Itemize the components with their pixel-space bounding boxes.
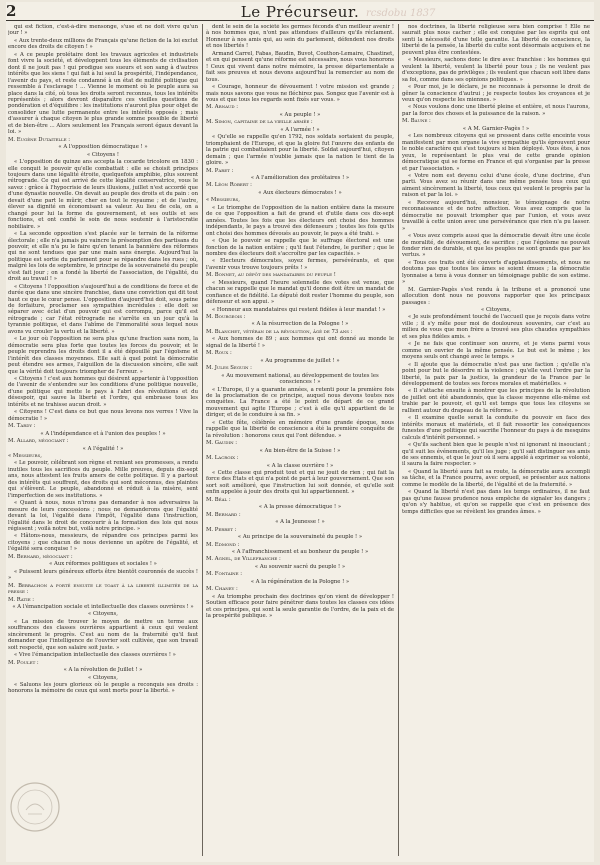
- speaker-line: M. Bonnet, au dépôt des mandataires du peuple !: [206, 272, 336, 279]
- paragraph: « Il examine quelle serait la conduite du pouvoir en face des intérêts moraux et matériels, et il fait ressortir les conséquences funestes d'une politique qui sacrifie l'honneur du pays à de mesquins calculs d'intérêt personnel. »: [402, 415, 590, 441]
- toast-line: « A la résurrection de la Pologne ! »: [251, 321, 349, 328]
- paragraph: « Qu'ils sachent bien que le peuple n'est ni ignorant ni insouciant ; qu'il suit les événements, qu'il les juge ; qu'il sait distinguer ses amis de ses ennemis, et que le jour où il sera appelé à exprimer sa volonté, il saura la faire respecter. »: [402, 442, 590, 468]
- toast-line: « Au bien-être de la Suisse ! »: [259, 447, 341, 454]
- toast-line: « A l'armée ! »: [280, 126, 320, 133]
- toast-line: « A M. Garnier-Pagès ! »: [462, 125, 530, 132]
- paragraph: Armand Carrel, Fabas, Baudin, Buvot, Couthon-Lemaire, Chastinet, et en qui pensent qu'une réforme est nécessaire, nous vous honorons ! Ceux qui vivent dans notre mémoire, la presse départementale a fait ses preuves et nous devons aujourd'hui la remercier au nom de tous.: [206, 50, 394, 83]
- paragraph: « La seconde opposition s'est placée sur le terrain de la réforme électorale ; elle n'a jamais pu vaincre la présomption des partisans du pouvoir, et elle n'a pu le faire qu'en tenant la bannière des réformes qui ne sont tendues que par une main sans énergie. Aujourd'hui la politique est sortie du parlement pour se répandre dans les rues ; où, malgré les lois de septembre, le principe de la souveraineté du peuple s'est fait jour ; on a fondé la liberté de l'association, de l'égalité, du droit au travail ! »: [8, 231, 198, 283]
- paragraph: « Je ne fais que continuer son œuvre, et je viens parmi vous comme un ouvrier de la même pensée. Le but est le même ; les moyens seuls ont changé avec le temps. »: [402, 341, 590, 361]
- paragraph: « Vive l'émancipation intellectuelle des classes ouvrières ! »: [14, 652, 176, 659]
- paragraph: « L'opposition de quinze ans accepta la cocarde tricolore en 1830 : elle conquit le pouvoir qu'elle combattait : elle se choisit principes toujours dans une légalité étroite, quelquefois amphibie, plus souvent rétrograde. Ce qui est arrivé de cette légalité conservatrice, vous le savez : grâce à l'hypocrisie de leurs illusions, juillet n'est accordé que d'une dynastie nouvelle. On devait au peuple des droits et du pain : on devait d'une part le mûrir, cher en tout le royaume ; et de l'autre, élever sa dignité en économisant sa valeur. Au lieu de cela, on a changé pour lui la forme du gouvernement, et ses outils et ses fonctions, et ont confié le soin de nous soutenir à l'aristocratie nobiliaire. »: [8, 159, 198, 230]
- column-2: [206, 24, 394, 856]
- paragraph: « Qu'elle se rappelle qu'en 1792, nos soldats sortaient du peuple, triomphaient de l'Europe, et que la gloire fut l'œuvre des enfants de la patrie qui combattaient pour la liberté. Soldat aujourd'hui, citoyen demain ; que l'armée n'oublie jamais que la nation le tient de la gloire. »: [206, 134, 394, 167]
- speaker-line: M. Bourgeois :: [206, 314, 246, 321]
- speaker-line: M. Allard, négociant :: [8, 438, 69, 445]
- column-1: [8, 24, 198, 856]
- speaker-line: M. Lacroix :: [206, 455, 239, 462]
- speaker-line: M. Arnaud :: [206, 104, 239, 111]
- paragraph: « Vous avez compris aussi que la démocratie devait être une école de moralité, de dévouement, de sacrifice ; que l'égoïsme ne pouvait fonder rien de durable, et que les peuples ne sont grands que par les vertus. »: [402, 233, 590, 259]
- speaker-line: M. Bernard, négociant :: [8, 553, 73, 560]
- paragraph: dent le sein de la société les germes féconds d'un meilleur avenir ! à nos hommes que, n'ont pas attendues d'ailleurs qu'ils réclament. Honneur à nos amis qui, au sein du parlement, défendent nos droits et nos libertés !: [206, 24, 394, 50]
- paragraph: « Le jour où l'opposition ne sera plus qu'une fraction sans nom, la démocratie sera plus forte que toutes les forces du pouvoir, et le peuple reprendra les droits dont il a été dépouillé par l'égoïsme et l'intérêt des classes moyennes. Elle sait à quel point la démocratie peut étendre ses armes, l'aiguillon de la discussion sincère, elle sait que la vérité doit toujours triompher de l'erreur. »: [8, 336, 198, 375]
- toast-line: « A la Jeunesse ! »: [275, 519, 325, 526]
- speaker-line: M. Eugène Dutaitelle :: [8, 136, 71, 143]
- paragraph: « Quand la liberté aura fait sa route, la démocratie aura accompli sa tâche, et la France pourra, avec orgueil, se présenter aux nations comme le modèle de la liberté, de l'égalité et de la fraternité. »: [402, 468, 590, 488]
- library-seal-icon: [8, 780, 62, 834]
- toast-line: « A l'opposition démocratique ! »: [58, 144, 148, 151]
- paragraph: « Citoyens ! l'opposition s'aujourd'hui a de conditions de force et de durée que dans une sincère franchise, dans une conviction qui dit tout haut ce que le cœur pense. L'opposition d'aujourd'hui doit, sous peine de forfaiture, proclamer ses sympathies incrédules : elle doit se séparer avec éclat d'un pouvoir qui est corrompu, parce qu'il est rétrograde ; car l'état rétrograde ne s'arrête en un jour qu'à la tyrannie politique, et dans l'abîme de l'immoralité sous lequel nous avons vu crouler la vertu et la liberté. »: [8, 283, 198, 335]
- paragraph: « Citoyens ! C'est dans ce but que nous levons nos verres ! Vive la démocratie ! »: [8, 409, 198, 422]
- toast-line: « Au principe de la souveraineté du peuple ! »: [237, 534, 363, 541]
- toast-line: « A l'indépendance et à l'union des peuples ! »: [40, 430, 166, 437]
- paragraph: « Honneur aux mandataires qui restent fidèles à leur mandat ! »: [212, 306, 386, 313]
- paragraph: « Messieurs, sachons donc le dire avec franchise : les hommes qui veulent la liberté, veulent la liberté pour tous ; ils ne veulent pas d'exceptions, pas de privilèges ; ils veulent que chacun soit libre dans sa foi, comme dans ses opinions politiques. »: [402, 57, 590, 83]
- paragraph: « A ce peuple prolétaire dont les travaux agricoles et industriels font vivre la société, et développent tous les éléments de civilisation dont il ne jouit pas ! qui prodigue ses sueurs et son sang à d'autres intérêts que les siens ! qui fait à lui seul la prospérité, l'indépendance, l'avenir du pays, et reste condamné à un état de nullité politique qui ressemble à l'esclavage ! ... Vienne le moment où le peuple aura sa place dans la cité, où tous les droits seront reconnus, tous les intérêts représentés ; alors devront disparaître ces vieilles questions de pondération et d'équilibre : les institutions n'auront plus pour objet de consolider une lutte permanente entre les intérêts opposés ; mais d'assurer à chaque citoyen le plus grande somme possible de liberté et de bien-être ... Alors seulement les Français seront égaux devant la loi. »: [8, 51, 198, 136]
- speaker-line: M. Perret :: [206, 526, 237, 533]
- paragraph: « Electeurs démocrates, soyez fermes, persévérants, et que l'avenir vous trouve toujours prêts ! »: [206, 258, 394, 271]
- page-number: 2: [6, 2, 17, 20]
- paragraph: « Aux hommes de 89 ; aux hommes qui ont donné au monde le signal de la liberté ! »: [206, 336, 394, 349]
- paragraph: « Nous voulons donc une liberté pleine et entière, et nous l'aurons, par la force des choses et la puissance de la raison. »: [402, 104, 590, 117]
- speaker-line: M. Poulet :: [8, 659, 39, 666]
- paragraph: « Cette fête, célébrée en mémoire d'une grande époque, nous rappelle que la liberté de conscience a été la première conquête de la révolution : honorons ceux qui l'ont défendue. »: [206, 419, 394, 439]
- paragraph: « Saluons les jours glorieux où le peuple a reconquis ses droits : honorons la mémoire de ceux qui sont morts pour la liberté. »: [8, 681, 198, 695]
- newspaper-title: Le Précurseur.: [240, 3, 360, 21]
- toast-line: « A la classe ouvrière ! »: [266, 462, 334, 469]
- toast-line: « A l'égalité ! »: [82, 445, 124, 452]
- article-columns: [6, 24, 594, 856]
- paragraph: « Recevez aujourd'hui, monsieur, le témoignage de notre reconnaissance et de notre affection. Vous avez compris que la démocratie ne pouvait triompher que par l'union, et vous avez travaillé à cette union avec une persévérance que rien n'a pu lasser. »: [402, 199, 590, 232]
- paragraph: « Citoyens ! c'est aux hommes qui désirent appartenir à l'opposition de l'avenir de s'entendre sur les conditions d'une politique nouvelle, d'une politique qui mette le pays à l'abri des révolutions et du désespoir, qui sauve la liberté et l'ordre, qui embrasse tous les intérêts et ne trahisse aucun droit. »: [8, 376, 198, 408]
- masthead: [6, 2, 594, 21]
- speaker-line: M. Berrachon a porté ensuite le toast à la liberté illimitée de la presse :: [8, 582, 198, 596]
- paragraph: « Le triomphe de l'opposition de la nation entière dans la mesure de ce que l'opposition a fait de grand et d'utile dans ces dix-sept années. Toutes les fois que les électeurs ont choisi des hommes indépendants, le pays a trouvé des défenseurs ; toutes les fois qu'ils ont choisi des hommes dévoués au pouvoir, le pays a été trahi. »: [206, 204, 394, 237]
- speaker-line: « Messieurs,: [8, 453, 42, 459]
- column-3: [402, 24, 590, 856]
- speaker-line: M. Fontaine :: [206, 571, 243, 578]
- toast-line: « Citoyens,: [88, 611, 118, 618]
- paragraph: « Les nombreux citoyens qui se pressent dans cette enceinte vous manifestent par mon organe la vive sympathie qu'ils éprouvent pour le noble caractère qui s'est toujours si bien déployé. Vous êtes, à nos yeux, le représentant le plus vrai de cette grande opinion démocratique qui se forme en France et qui s'organise par la presse et par l'association. »: [402, 133, 590, 172]
- paragraph: « Pour moi, je le déclare, je ne reconnais à personne le droit de gêner la conscience d'autrui ; je respecte toutes les croyances et je veux qu'on respecte les miennes. »: [402, 84, 590, 103]
- toast-line: « Au mouvement national, au développement de toutes les consciences ! »: [221, 372, 379, 386]
- toast-line: « Citoyens !: [86, 151, 120, 158]
- paragraph: « Courage, honneur de dévouement ! votre mission est grande ; mais nous savons que vous ne fléchirez pas. Songez que l'avenir est à vous et que tous les regards sont fixés sur vous. »: [206, 84, 394, 103]
- paragraph: qui est fiction, c'est-à-dire mensonge, s'use et ne doit vivre qu'un jour ! »: [8, 24, 198, 37]
- paragraph: « Il ajoute que la démocratie n'est pas une faction ; qu'elle n'a point pour but le désordre ni la violence ; qu'elle veut l'ordre par la liberté, la paix par la justice, la grandeur de la France par le développement de toutes ses forces morales et matérielles. »: [402, 361, 590, 388]
- paragraph: « Messieurs, quand l'heure solennelle des votes est venue, que chacun se rappelle que le mandat qu'il donne doit être un mandat de confiance et de fidélité. Le député doit rester l'homme du peuple, son défenseur et son appui. »: [206, 279, 394, 306]
- speaker-line: M. Béal :: [206, 496, 231, 503]
- paragraph: « Aux trente-deux millions de Français qu'une fiction de la loi exclut encore des droits de citoyen ! »: [8, 37, 198, 51]
- toast-line: « A la presse démocratique ! »: [258, 504, 342, 511]
- paragraph: « L'Europe, il y a quarante années, a retenti pour la première fois de la proclamation de ce principe, auquel nous devons toutes nos conquêtes. La France a été le point de départ de ce grand mouvement qui agite l'Europe ; c'est à elle qu'il appartient de le diriger, et de le conduire à sa fin. »: [206, 386, 394, 419]
- paragraph: « Il s'attache ensuite à montrer que les principes de la révolution de juillet ont été abandonnés, que la classe moyenne elle-même est trahie par le pouvoir, et qu'il est temps que tous les citoyens se rallient autour du drapeau de la réforme. »: [402, 388, 590, 414]
- paragraph: « La mission de trouver le moyen de mettre un terme aux souffrances des classes ouvrières appartient à ceux qui veulent sincèrement le progrès. C'est au nom de la fraternité qu'il faut demander que l'intelligence de l'ouvrier soit cultivée, que son travail soit respecté, que son salaire soit juste. »: [8, 618, 198, 651]
- paragraph: « Je suis profondément touché de l'accueil que je reçois dans votre ville ; il s'y mêle pour moi de douloureux souvenirs, car c'est au milieu de vous que mon frère a trouvé ses plus chaudes sympathies et ses plus fidèles amis. »: [402, 314, 590, 340]
- toast-line: « A la révolution de Juillet ! »: [63, 667, 143, 674]
- newspaper-page: [6, 2, 594, 862]
- speaker-line: « Messieurs,: [206, 197, 240, 204]
- speaker-line: M. Paret :: [206, 167, 234, 174]
- toast-line: « Au programme de juillet ! »: [260, 357, 340, 364]
- toast-line: « Aux électeurs démocrates ! »: [258, 189, 342, 196]
- speaker-line: M. Baune :: [402, 118, 431, 125]
- speaker-line: M. Chaney :: [206, 586, 238, 593]
- toast-line: « Au souvenir sacré du peuple ! »: [254, 563, 346, 570]
- speaker-line: M. Léon Robert :: [206, 182, 252, 189]
- column-rule: [398, 24, 399, 856]
- toast-line: « A la régénération de la Pologne ! »: [250, 578, 350, 585]
- paragraph: « Votre nom est devenu celui d'une école, d'une doctrine, d'un parti. Vous avez su réunir dans une même pensée tous ceux qui aiment sincèrement la liberté, tous ceux qui veulent le progrès par la raison et par la loi. »: [402, 172, 590, 199]
- paragraph: « Que le pouvoir se rappelle que le suffrage électoral est une fonction de la nation entière ; qu'il faut l'étendre, le purifier ; que le nombre des électeurs doit s'accroître par les capacités. »: [206, 238, 394, 257]
- speaker-line: M. Gaudin :: [206, 440, 238, 447]
- toast-line: « Au peuple ! »: [279, 111, 321, 118]
- paragraph: « Cette classe qui produit tout et qui ne jouit de rien ; qui fait la force des États et qui n'a point de part à leur gouvernement. Que son sort soit amélioré, que l'instruction lui soit donnée, et qu'elle soit enfin appelée à jouir des droits qui lui appartiennent. »: [206, 470, 394, 496]
- toast-line: « A l'émancipation sociale et intellectuelle des classes ouvrières ! »: [12, 603, 194, 610]
- speaker-line: M. Simon, capitaine de la vieille armée :: [206, 119, 313, 126]
- paragraph: « Au triomphe prochain des doctrines qu'on vient de développer ! Soutien efficace pour faire pénétrer dans toutes les classes ces idées et ces principes, qui sont la seule garantie de l'ordre, de la paix et de la prospérité publique. »: [206, 593, 394, 620]
- faded-stamp-text: rcsdobu 1837: [366, 8, 436, 19]
- toast-line: « Citoyens,: [481, 307, 511, 314]
- paragraph: « Le pouvoir, célébrant son règne et reniant ses promesses, a rendu inutiles tous les sacrifices du peuple. Mille preuves, depuis dix-sept ans, nous attestent les fruits amers de cette politique. Il y a partout des intérêts qui souffrent, des droits qui sont méconnus, des plaintes qui s'élèvent. Le peuple, abandonné et réduit à la misère, sent l'imperfection de ses institutions. »: [8, 460, 198, 499]
- speaker-line: M. Jules Seguin :: [206, 365, 252, 372]
- toast-line: « A l'amélioration des prolétaires ! »: [250, 174, 350, 181]
- speaker-line: M. Ratie :: [8, 596, 35, 603]
- paragraph: « Quand la liberté n'est pas dans les temps ordinaires, il ne faut pas qu'une fausse prudence nous empêche de signaler les dangers ; qu'on s'y habitue, et qu'on se rappelle que c'est en présence des temps difficiles que se révèlent les grandes âmes. »: [402, 489, 590, 515]
- toast-line: « Citoyens,: [88, 674, 118, 681]
- column-rule: [202, 24, 203, 856]
- toast-line: « Aux réformes politiques et sociales ! »: [49, 561, 157, 568]
- toast-line: « A l'affranchissement et au bonheur du peuple ! »: [231, 548, 369, 555]
- speaker-line: M. Tardy :: [8, 423, 36, 430]
- paragraph: « Hâtons-nous, messieurs, de répandre ces principes parmi les citoyens ; que chacun de nous devienne un apôtre de l'égalité, et l'égalité sera conquise ! »: [8, 533, 198, 553]
- paragraph: M. Garnier-Pagès s'est rendu à la tribune et a prononcé une allocution dont nous ne pouvons rapporter que les principaux passages :: [402, 286, 590, 306]
- speaker-line: M. Edmond :: [206, 541, 240, 548]
- paragraph: « Tous ces traits ont été couverts d'applaudissements, et nous ne doutons pas que toutes les âmes se soient émues ; la démocratie lyonnaise a tenu à vous donner un témoignage public de son estime. »: [402, 259, 590, 286]
- paragraph: « Quant à nous, nous n'irons pas demander à nos adversaires la mesure de leurs concessions ; nous ne demanderons que l'égalité devant la loi, l'égalité dans l'impôt, l'égalité dans l'instruction, l'égalité dans le droit de concourir à la formation des lois qui nous régissent ; voilà notre but, voilà notre principe. »: [8, 500, 198, 532]
- paragraph: nos doctrines, la liberté religieuse sera bien comprise ! Elle ne saurait plus nous cacher ; elle est conquise par les esprits qui ont senti la nécessité d'une telle garantie. La liberté de conscience, la liberté de la pensée, la liberté du culte sont désormais acquises et ne peuvent plus être contestées.: [402, 24, 590, 56]
- speaker-line: M. Agnel, de Villefranche :: [206, 556, 281, 563]
- speaker-line: M. Blanchet, vétéran de la révolution, âgé de 73 ans :: [206, 328, 353, 335]
- speaker-line: M. Roux :: [206, 350, 232, 357]
- paragraph: « Puissent leurs généreux efforts être bientôt couronnés de succès ! »: [8, 568, 198, 582]
- speaker-line: M. Bernard :: [206, 511, 241, 518]
